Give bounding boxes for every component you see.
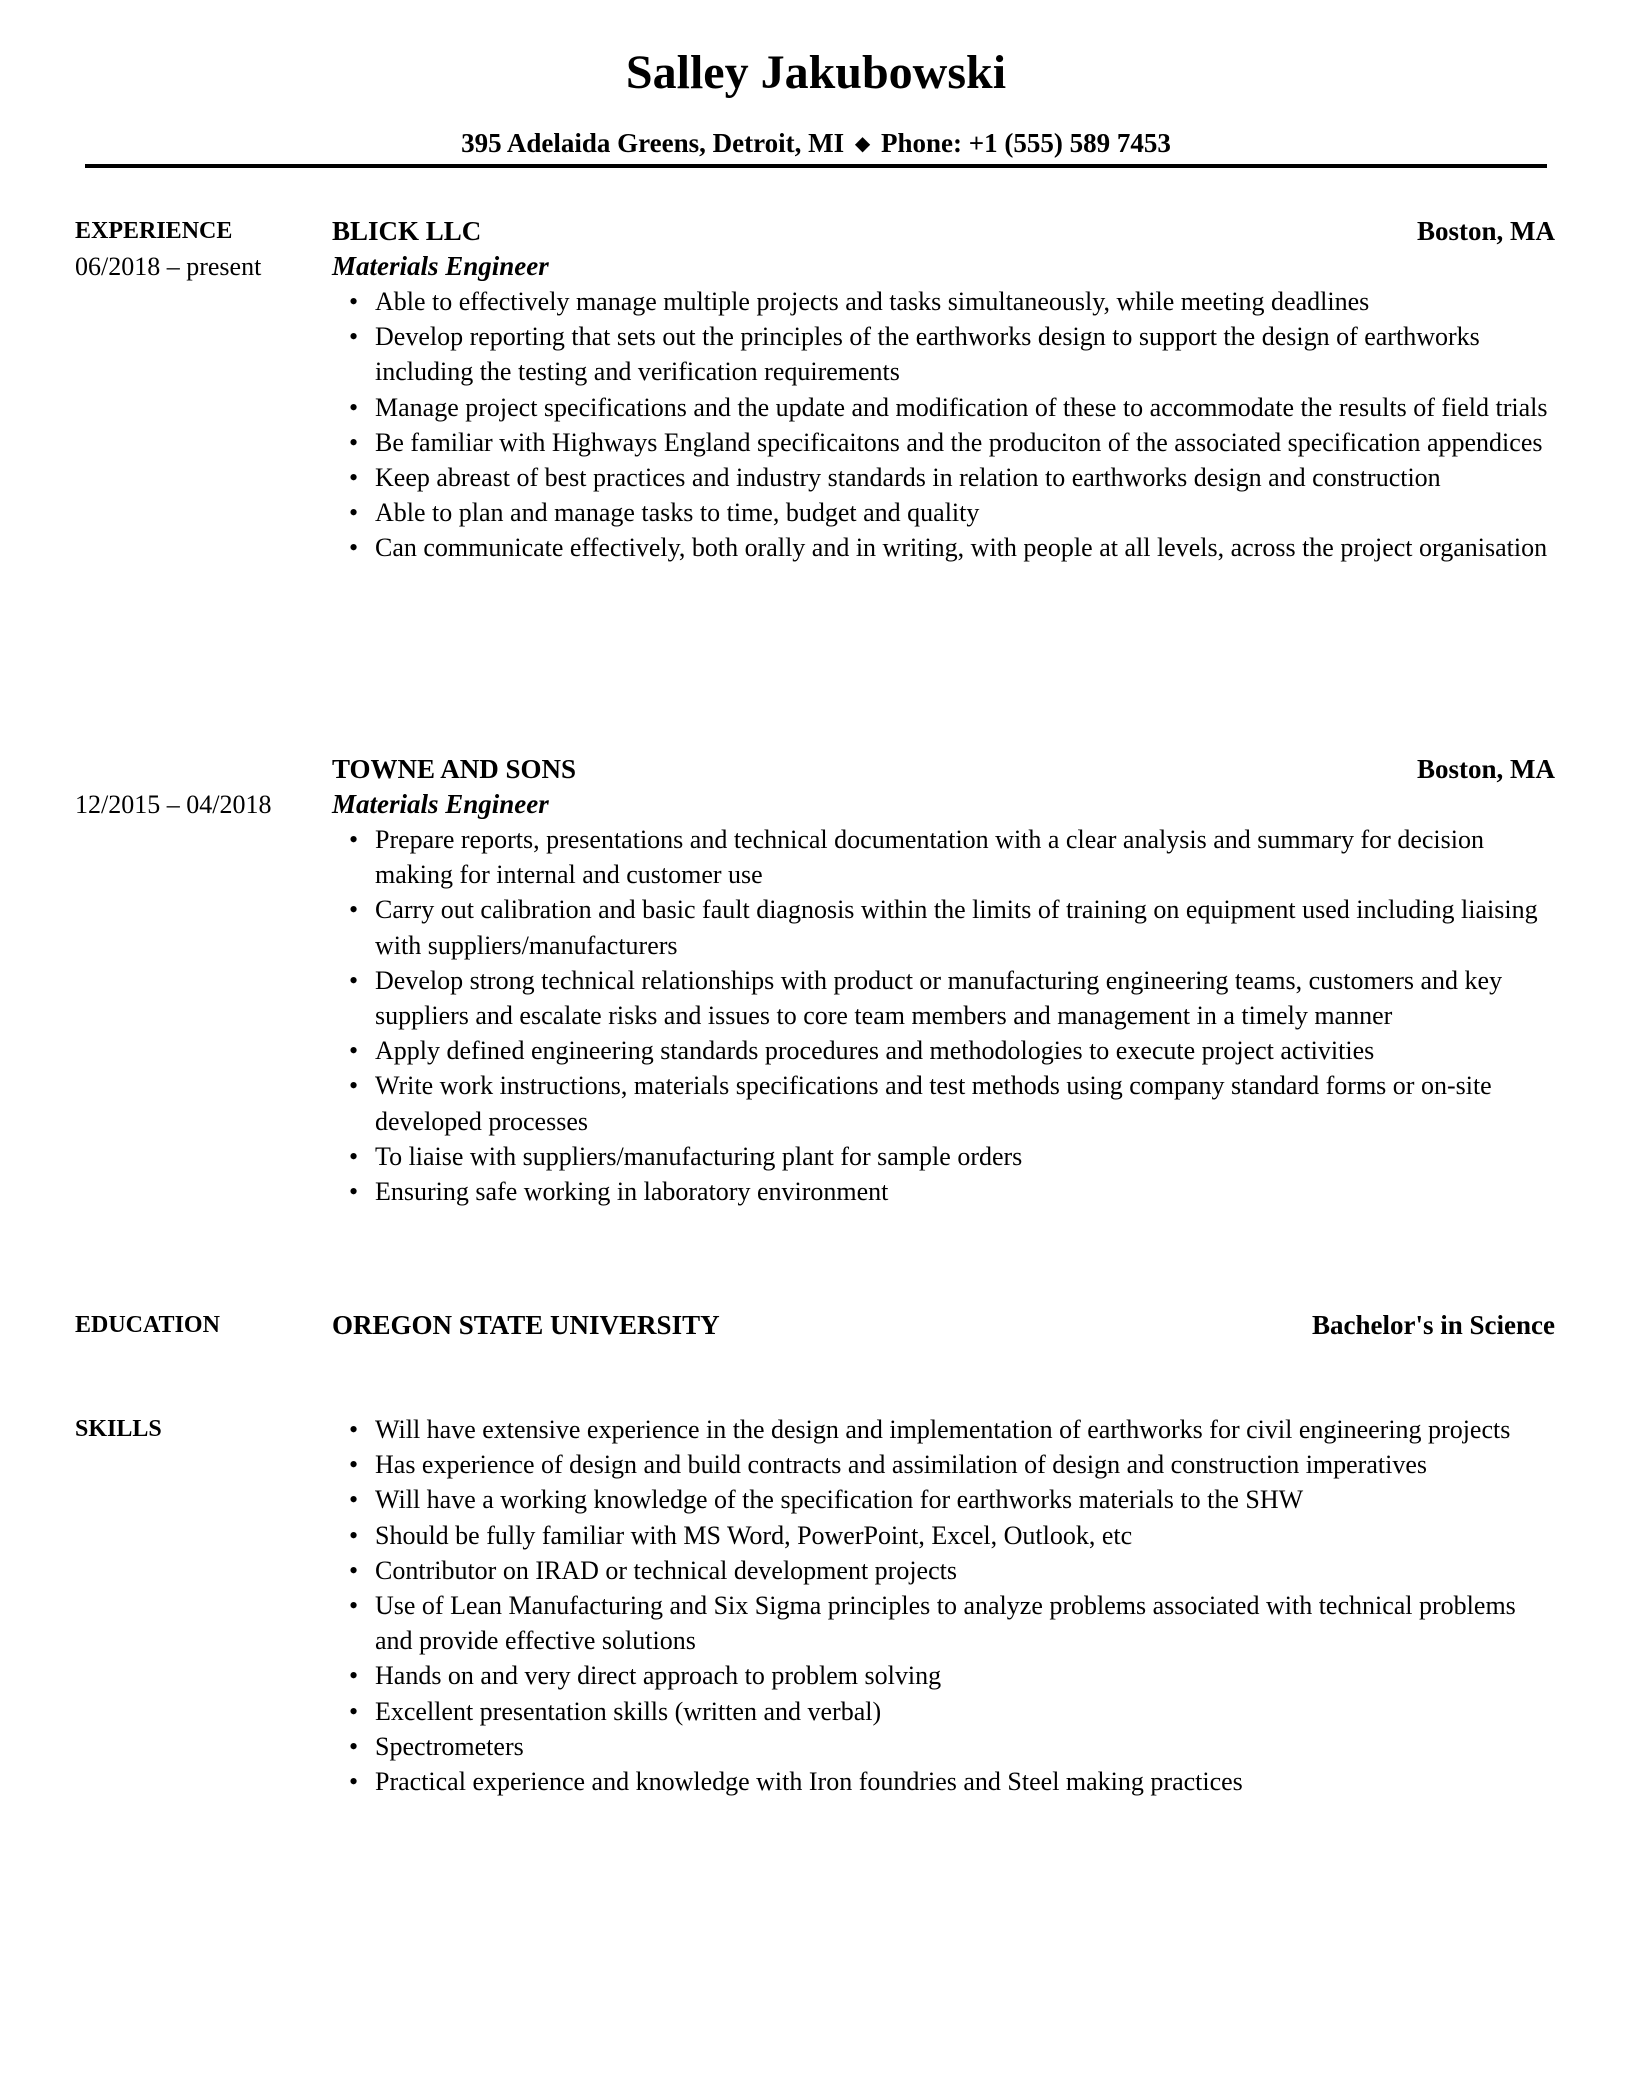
skill-item: • Has experience of design and build contracts and assimilation of design and construction imperatives bbox=[375, 1447, 1555, 1482]
phone: Phone: +1 (555) 589 7453 bbox=[881, 128, 1171, 158]
bullet-item: • Keep abreast of best practices and industry standards in relation to earthworks design and construction bbox=[375, 460, 1555, 495]
job-bullets bbox=[332, 822, 1555, 1209]
job-bullets bbox=[332, 284, 1555, 566]
skill-item: • Practical experience and knowledge with Iron foundries and Steel making practices bbox=[375, 1764, 1555, 1799]
bullet-item: • Manage project specifications and the update and modification of these to accommodate the results of field trials bbox=[375, 390, 1555, 425]
bullet-item: • Able to plan and manage tasks to time, budget and quality bbox=[375, 495, 1555, 530]
bullet-item: • Write work instructions, materials specifications and test methods using company standard forms or on-site developed processes bbox=[375, 1068, 1555, 1138]
bullet-item: • Prepare reports, presentations and technical documentation with a clear analysis and summary for decision making for internal and customer use bbox=[375, 822, 1555, 892]
candidate-name: Salley Jakubowski bbox=[625, 46, 1007, 99]
contact-line bbox=[0, 126, 1632, 163]
bullet-item: • To liaise with suppliers/manufacturing plant for sample orders bbox=[375, 1139, 1555, 1174]
skill-item: • Will have a working knowledge of the specification for earthworks materials to the SHW bbox=[375, 1482, 1555, 1517]
skills-entry bbox=[332, 1412, 1555, 1799]
address: 395 Adelaida Greens, Detroit, MI bbox=[461, 128, 845, 158]
skill-item: • Should be fully familiar with MS Word, PowerPoint, Excel, Outlook, etc bbox=[375, 1518, 1555, 1553]
skill-item: • Use of Lean Manufacturing and Six Sigma principles to analyze problems associated with technical problems and provide effective solutions bbox=[375, 1588, 1555, 1658]
bullet-item: • Be familiar with Highways England specificaitons and the produciton of the associated specification appendices bbox=[375, 425, 1555, 460]
company-name: BLICK LLC bbox=[332, 216, 482, 246]
job-entry bbox=[332, 214, 1555, 566]
bullet-item: • Develop reporting that sets out the principles of the earthworks design to support the design of earthworks including the testing and verification requirements bbox=[375, 319, 1555, 389]
school-name: OREGON STATE UNIVERSITY bbox=[332, 1310, 720, 1340]
section-label-education: EDUCATION bbox=[75, 1312, 220, 1338]
job-dates: 06/2018 – present bbox=[75, 252, 262, 281]
job-dates: 12/2015 – 04/2018 bbox=[75, 790, 272, 819]
skill-item: • Spectrometers bbox=[375, 1729, 1555, 1764]
education-entry bbox=[332, 1308, 1555, 1343]
job-title: Materials Engineer bbox=[332, 251, 549, 281]
header-divider bbox=[85, 164, 1547, 168]
bullet-item: • Can communicate effectively, both orally and in writing, with people at all levels, across the project organisation bbox=[375, 530, 1555, 565]
skill-item: • Hands on and very direct approach to problem solving bbox=[375, 1658, 1555, 1693]
skill-item: • Will have extensive experience in the design and implementation of earthworks for civil engineering projects bbox=[375, 1412, 1555, 1447]
job-location: Boston, MA bbox=[1416, 216, 1555, 246]
section-label-experience: EXPERIENCE bbox=[75, 218, 233, 244]
bullet-item: • Ensuring safe working in laboratory environment bbox=[375, 1174, 1555, 1209]
job-title: Materials Engineer bbox=[332, 789, 549, 819]
section-label-skills: SKILLS bbox=[75, 1416, 162, 1442]
diamond-separator-icon: ◆ bbox=[854, 133, 871, 155]
company-name: TOWNE AND SONS bbox=[332, 754, 577, 784]
skill-item: • Contributor on IRAD or technical development projects bbox=[375, 1553, 1555, 1588]
bullet-item: • Apply defined engineering standards procedures and methodologies to execute project activities bbox=[375, 1033, 1555, 1068]
bullet-item: • Develop strong technical relationships with product or manufacturing engineering teams, customers and key suppliers and escalate risks and issues to core team members and management in a timely manner bbox=[375, 963, 1555, 1033]
skill-item: • Excellent presentation skills (written and verbal) bbox=[375, 1694, 1555, 1729]
job-entry bbox=[332, 752, 1555, 1209]
skills-list bbox=[332, 1412, 1555, 1799]
job-location: Boston, MA bbox=[1416, 754, 1555, 784]
bullet-item: • Carry out calibration and basic fault diagnosis within the limits of training on equipment used including liaising with suppliers/manufacturers bbox=[375, 892, 1555, 962]
bullet-item: • Able to effectively manage multiple projects and tasks simultaneously, while meeting deadlines bbox=[375, 284, 1555, 319]
degree: Bachelor's in Science bbox=[1312, 1310, 1555, 1340]
